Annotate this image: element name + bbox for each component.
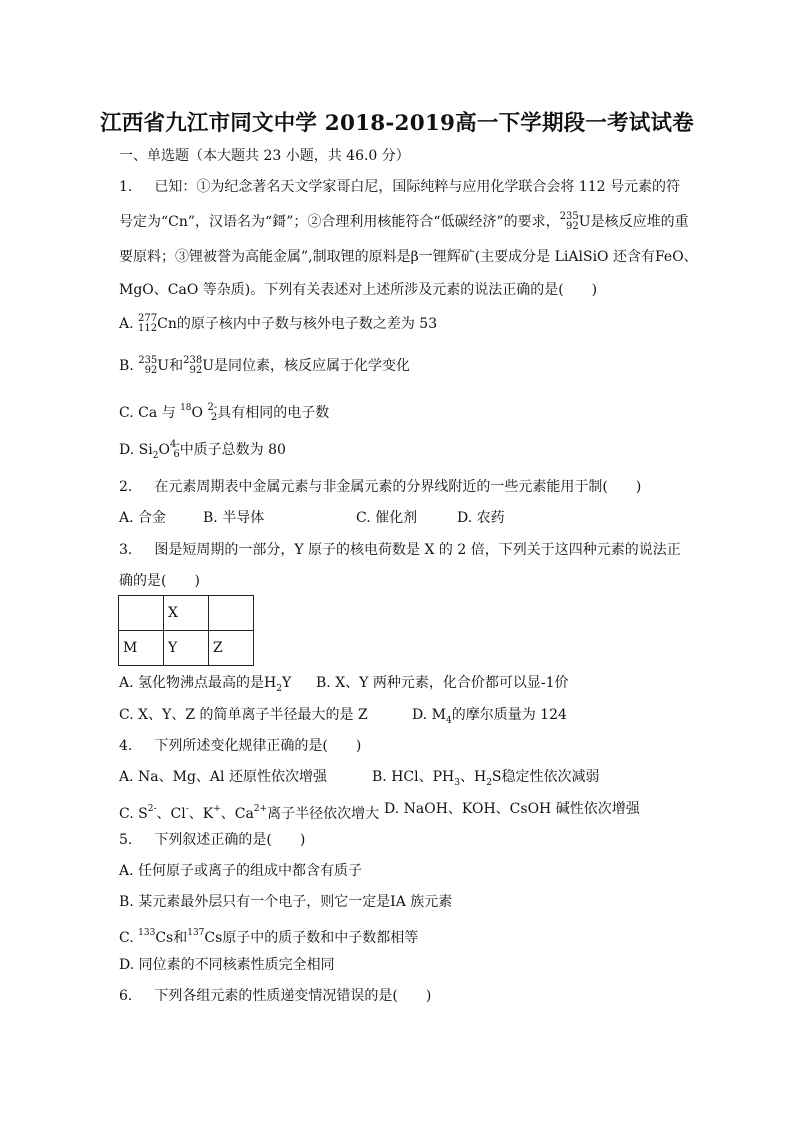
table-row: [119, 631, 254, 666]
q4-option-b: B. HCl、$PH_3$、$H_2S$稳定性依次减弱: [372, 769, 600, 788]
q2-option-d: D. 农药: [457, 510, 505, 526]
q3-stem-1: 3. 图是短周期的一部分，Y 原子的核电荷数是 X 的 2 倍，下列关于这四种元素的说法正: [119, 542, 681, 558]
q1-stem-2a: 号定为“Cn”，汉语名为“鎶”；②合理利用核能符合“低碳经济”的要求，: [119, 214, 560, 230]
q1-option-c: C. Ca 与 $^{18}$O 2- 2 具有相同的电子数: [119, 402, 330, 423]
table-cell: [209, 596, 254, 631]
q1-option-b: B. 235 92 U和 238 92 U是同位素，核反应属于化学变化: [119, 355, 411, 376]
periodic-table-fragment: [118, 595, 254, 666]
q2-option-a: A. 合金: [119, 510, 167, 526]
q4-option-c: C. $S^{2-}$、Cl-、K+、$Ca^{2+}$离子半径依次增大: [119, 804, 380, 822]
q1-option-a: A. 277 112 Cn的原子核内中子数与核外电子数之差为 53: [119, 313, 438, 334]
q1-line2: 号定为“Cn”，汉语名为“鎶”；②合理利用核能符合“低碳经济”的要求， 235 92 U是核反应堆的重: [119, 211, 689, 232]
q3-option-d: D. $M_4$的摩尔质量为 124: [412, 707, 567, 726]
q5-option-b: B. 某元素最外层只有一个电子，则它一定是ⅠA 族元素: [119, 894, 453, 910]
table-cell: Z: [209, 631, 254, 666]
q4-stem: 4. 下列所述变化规律正确的是( ): [119, 738, 362, 754]
cn277-nuclide: 277 112: [138, 313, 158, 334]
table-row: [119, 596, 254, 631]
q6-stem: 6. 下列各组元素的性质递变情况错误的是( ): [119, 988, 432, 1004]
q1-number: 1.: [119, 179, 133, 195]
q4-option-a: A. Na、Mg、Al 还原性依次增强: [119, 769, 327, 785]
q1-stem-2b: 是核反应堆的重: [590, 214, 689, 230]
page-title: 江西省九江市同文中学 2018-2019高一下学期段一考试试卷: [100, 111, 694, 136]
q2-option-c: C. 催化剂: [356, 510, 418, 526]
q2-stem: 2. 在元素周期表中金属元素与非金属元素的分界线附近的一些元素能用于制( ): [119, 479, 642, 495]
table-cell: X: [164, 596, 209, 631]
q3-option-a: A. 氢化物沸点最高的是$H_2Y$: [119, 675, 292, 694]
q5-option-d: D. 同位素的不同核素性质完全相同: [119, 957, 335, 973]
section-heading: 一、单选题（本大题共 23 小题，共 46.0 分）: [119, 148, 410, 164]
table-cell: M: [119, 631, 164, 666]
u235-nuclide: 235 92: [559, 211, 579, 232]
q2-option-b: B. 半导体: [203, 510, 265, 526]
table-cell: Y: [164, 631, 209, 666]
q4-option-d: D. NaOH、KOH、CsOH 碱性依次增强: [384, 801, 640, 817]
table-cell: [119, 596, 164, 631]
q1-line4: MgO、CaO 等杂质)。下列有关表述对上述所涉及元素的说法正确的是( ): [119, 282, 598, 298]
q1-stem-1: 已知：①为纪念著名天文学家哥白尼，国际纯粹与应用化学联合会将 112 号元素的符: [154, 179, 680, 195]
q5-option-c: C. $^{133}$Cs和$^{137}$Cs原子中的质子数和中子数都相等: [119, 928, 419, 946]
q3-option-b: B. X、Y 两种元素，化合价都可以显-1价: [316, 675, 569, 691]
q5-stem: 5. 下列叙述正确的是( ): [119, 832, 306, 848]
q1-line1: [119, 177, 680, 197]
q3-stem-2: 确的是( ): [119, 573, 200, 589]
q3-option-c: C. X、Y、Z 的简单离子半径最大的是 Z: [119, 707, 368, 723]
q1-line3: 要原料；③锂被誉为高能金属”,制取锂的原料是β一锂辉矿(主要成分是 LiAlSiO 还含有FeO、: [119, 249, 698, 265]
q5-option-a: A. 任何原子或离子的组成中都含有质子: [119, 863, 363, 879]
q1-option-d: D. $Si_2O$ 4- 6 中质子总数为 80: [119, 439, 286, 461]
